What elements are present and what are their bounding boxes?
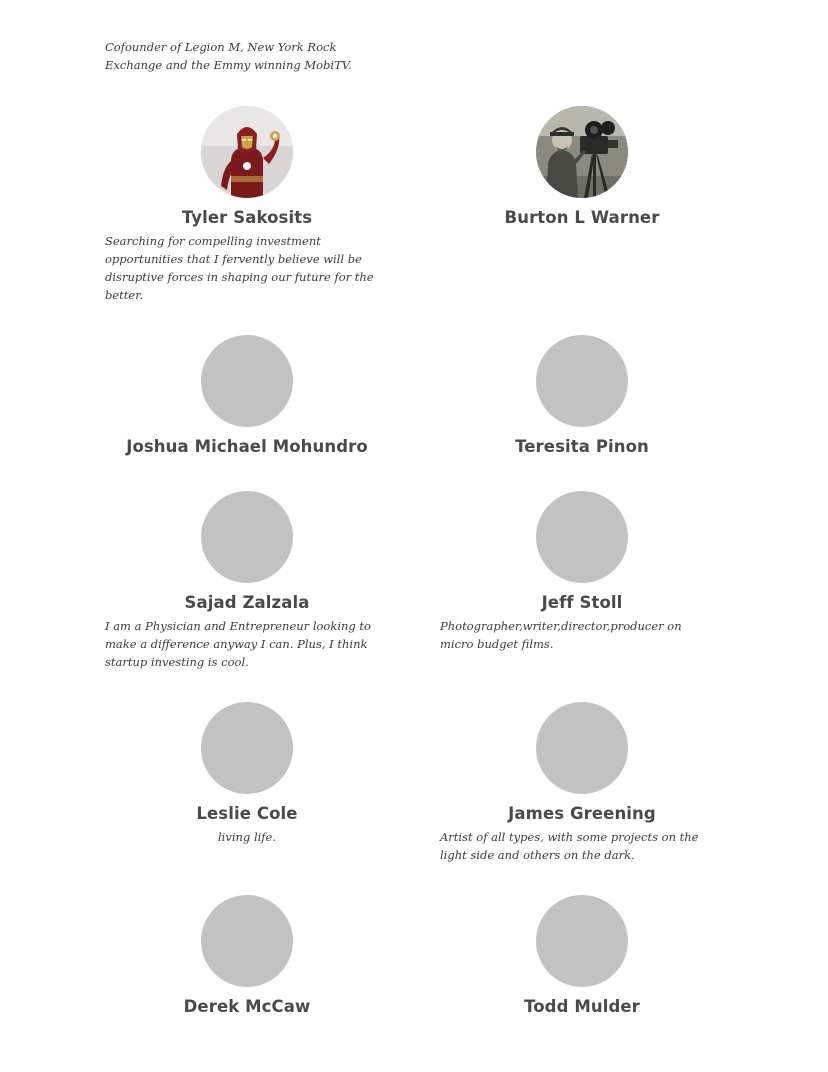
avatar-placeholder[interactable] <box>201 702 293 794</box>
bio-line: Searching for compelling investment <box>105 234 321 248</box>
bio-line: disruptive forces in shaping our future for the <box>105 270 374 284</box>
person-name[interactable]: Jeff Stoll <box>541 593 623 612</box>
person-bio <box>97 828 397 846</box>
bio-line: opportunities that I fervently believe will be <box>105 252 362 266</box>
person-card-sajad-zalzala <box>97 491 397 671</box>
person-bio <box>105 617 387 671</box>
bio-line: I am a Physician and Entrepreneur looking to <box>105 619 371 633</box>
avatar-placeholder[interactable] <box>201 335 293 427</box>
bio-line: light side and others on the dark. <box>440 848 635 862</box>
avatar[interactable] <box>201 106 293 198</box>
person-bio <box>440 828 722 864</box>
avatar-placeholder[interactable] <box>536 335 628 427</box>
person-card-jeff-stoll <box>432 491 732 653</box>
bio-line: micro budget films. <box>440 637 554 651</box>
person-name[interactable]: Sajad Zalzala <box>184 593 310 612</box>
bio-line: living life. <box>217 830 277 844</box>
bio-line: Photographer,writer,director,producer on <box>440 619 682 633</box>
avatar[interactable] <box>536 106 628 198</box>
avatar-placeholder[interactable] <box>201 895 293 987</box>
person-card-todd-mulder <box>432 895 732 1016</box>
intro-bio <box>105 38 395 74</box>
avatar-placeholder[interactable] <box>201 491 293 583</box>
person-name[interactable]: Teresita Pinon <box>515 437 649 456</box>
person-card-joshua-michael-mohundro <box>97 335 397 456</box>
bio-line: better. <box>105 288 144 302</box>
person-card-teresita-pinon <box>432 335 732 456</box>
person-name[interactable]: Joshua Michael Mohundro <box>126 437 368 456</box>
person-card-derek-mccaw <box>97 895 397 1016</box>
ironman-photo-icon <box>201 106 293 198</box>
person-name[interactable]: Burton L Warner <box>504 208 660 227</box>
person-card-leslie-cole <box>97 702 397 846</box>
intro-line: Exchange and the Emmy winning MobiTV. <box>105 58 352 72</box>
person-name[interactable]: Derek McCaw <box>183 997 311 1016</box>
person-card-james-greening <box>432 702 732 864</box>
avatar-placeholder[interactable] <box>536 491 628 583</box>
bio-line: startup investing is cool. <box>105 655 249 669</box>
person-name[interactable]: James Greening <box>508 804 656 823</box>
person-card-burton-l-warner <box>432 106 732 227</box>
intro-line: Cofounder of Legion M, New York Rock <box>105 40 337 54</box>
avatar-placeholder[interactable] <box>536 895 628 987</box>
bio-line: make a difference anyway I can. Plus, I think <box>105 637 368 651</box>
person-bio <box>105 232 387 304</box>
person-card-tyler-sakosits <box>97 106 397 304</box>
person-name[interactable]: Tyler Sakosits <box>181 208 313 227</box>
bio-line: Artist of all types, with some projects on the <box>440 830 699 844</box>
person-bio <box>440 617 722 653</box>
avatar-placeholder[interactable] <box>536 702 628 794</box>
camera-operator-photo-icon <box>536 106 628 198</box>
person-name[interactable]: Todd Mulder <box>524 997 640 1016</box>
person-name[interactable]: Leslie Cole <box>196 804 298 823</box>
